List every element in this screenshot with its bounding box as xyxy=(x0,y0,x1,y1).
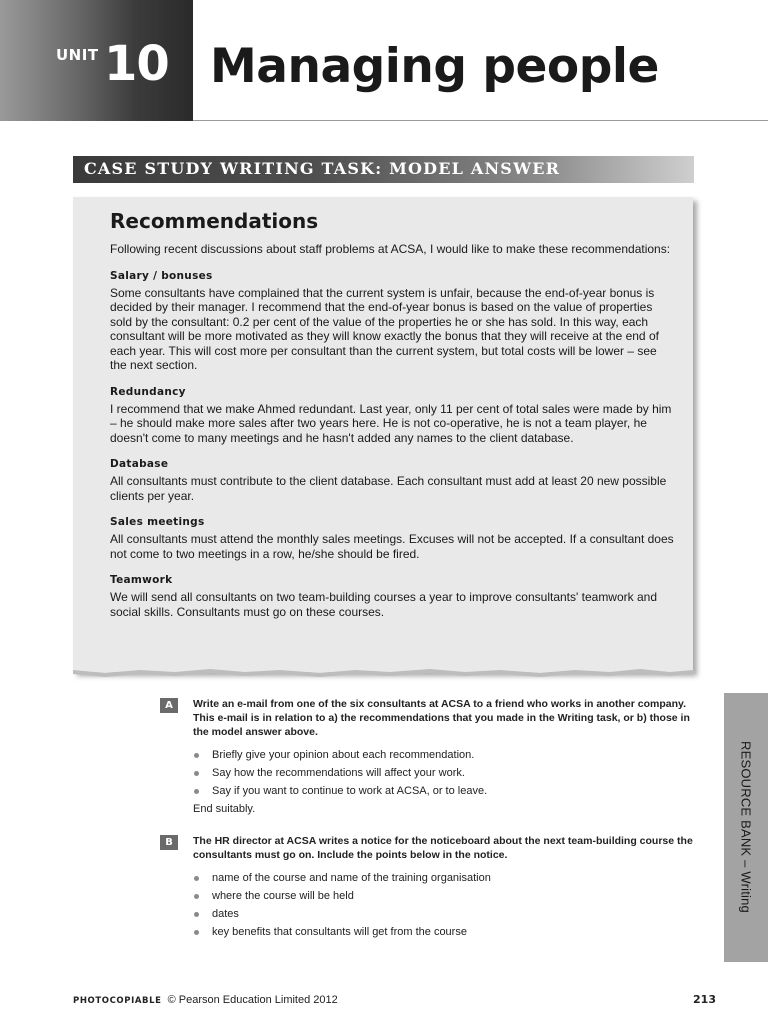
list-item xyxy=(193,923,700,941)
list-item-text: Say how the recommendations will affect your work. xyxy=(212,767,465,779)
list-item-text: dates xyxy=(212,908,239,920)
list-item xyxy=(193,746,700,764)
header-divider xyxy=(193,120,768,121)
section-body-database: All consultants must contribute to the client database. Each consultant must add at least 20 new possible clients per year. xyxy=(110,474,667,503)
footer-copyright xyxy=(73,994,338,1006)
section-body-redundancy: I recommend that we make Ahmed redundant. Last year, only 11 per cent of total sales were made by him – he should make more sales after two years here. He is not co-operative, he is not a team player, he doesn't come to many meetings and he hasn't added any names to the client database. xyxy=(110,401,672,445)
bullet-icon xyxy=(194,876,199,881)
section-title-database: Database xyxy=(110,458,169,470)
list-item-text: Briefly give your opinion about each recommendation. xyxy=(212,749,475,761)
page-title: Managing people xyxy=(210,39,659,94)
list-item xyxy=(193,764,700,782)
bullet-icon xyxy=(194,753,199,758)
photocopiable-label: PHOTOCOPIABLE xyxy=(73,996,162,1006)
task-a-bullet-list xyxy=(193,746,700,800)
model-answer-box xyxy=(73,197,693,672)
unit-label: UNIT xyxy=(56,46,99,64)
resource-bank-side-tab xyxy=(724,693,768,962)
side-tab-label: RESOURCE BANK – Writing xyxy=(738,741,754,913)
list-item-text: Say if you want to continue to work at ACSA, or to leave. xyxy=(212,785,488,797)
section-body-sales-meetings: All consultants must attend the monthly sales meetings. Excuses will not be accepted. If a consultant does not come to two meetings in a row, he/she should be fired. xyxy=(110,532,674,561)
model-answer-heading: Recommendations xyxy=(110,209,319,233)
bullet-icon xyxy=(194,771,199,776)
copyright-text: © Pearson Education Limited 2012 xyxy=(167,994,338,1006)
list-item xyxy=(193,887,700,905)
list-item xyxy=(193,905,700,923)
task-a-ending: End suitably. xyxy=(193,803,256,815)
list-item-text: where the course will be held xyxy=(212,890,354,902)
model-answer-intro: Following recent discussions about staff problems at ACSA, I would like to make these recommendations: xyxy=(110,242,671,256)
task-a-letter-badge: A xyxy=(160,698,178,713)
section-body-teamwork: We will send all consultants on two team-building courses a year to improve consultants' teamwork and social skills. Consultants must go on these courses. xyxy=(110,590,658,619)
section-body-salary: Some consultants have complained that the current system is unfair, because the end-of-year bonus is decided by their manager. I recommend that the end-of-year bonus is based on the value of properties sold by the consultant: 0.2 per cent of the value of the properties he or she has sold. In this way, each consultant will be more motivated as they will know exactly the bonus that they will receive at the end of each year. This will cost more per consultant than the current system, but total costs will be lower – see the next section. xyxy=(110,285,659,372)
bullet-icon xyxy=(194,894,199,899)
task-b xyxy=(160,834,700,941)
model-answer-content xyxy=(110,209,675,619)
list-item xyxy=(193,782,700,800)
section-banner-title: CASE STUDY WRITING TASK: MODEL ANSWER xyxy=(84,159,561,178)
bullet-icon xyxy=(194,912,199,917)
unit-block xyxy=(0,0,193,121)
section-title-redundancy: Redundancy xyxy=(110,385,186,398)
list-item-text: name of the course and name of the training organisation xyxy=(212,872,491,884)
section-title-teamwork: Teamwork xyxy=(110,574,173,586)
bullet-icon xyxy=(194,789,199,794)
section-title-sales-meetings: Sales meetings xyxy=(110,516,205,528)
section-banner xyxy=(73,156,694,183)
bullet-icon xyxy=(194,930,199,935)
unit-number: 10 xyxy=(104,36,169,92)
list-item-text: key benefits that consultants will get from the course xyxy=(212,926,467,938)
task-a xyxy=(160,697,700,818)
task-b-bullet-list xyxy=(193,869,700,941)
torn-paper-edge xyxy=(70,664,700,678)
task-b-prompt: The HR director at ACSA writes a notice for the noticeboard about the next team-building course the consultants must go on. Include the points below in the notice. xyxy=(193,835,693,861)
page-number: 213 xyxy=(693,993,716,1006)
section-title-salary: Salary / bonuses xyxy=(110,269,213,282)
task-b-letter-badge: B xyxy=(160,835,178,850)
list-item xyxy=(193,869,700,887)
task-a-prompt: Write an e-mail from one of the six consultants at ACSA to a friend who works in another company. This e-mail is in relation to a) the recommendations that you made in the Writing task, or b) those in the model answer above. xyxy=(193,698,690,738)
